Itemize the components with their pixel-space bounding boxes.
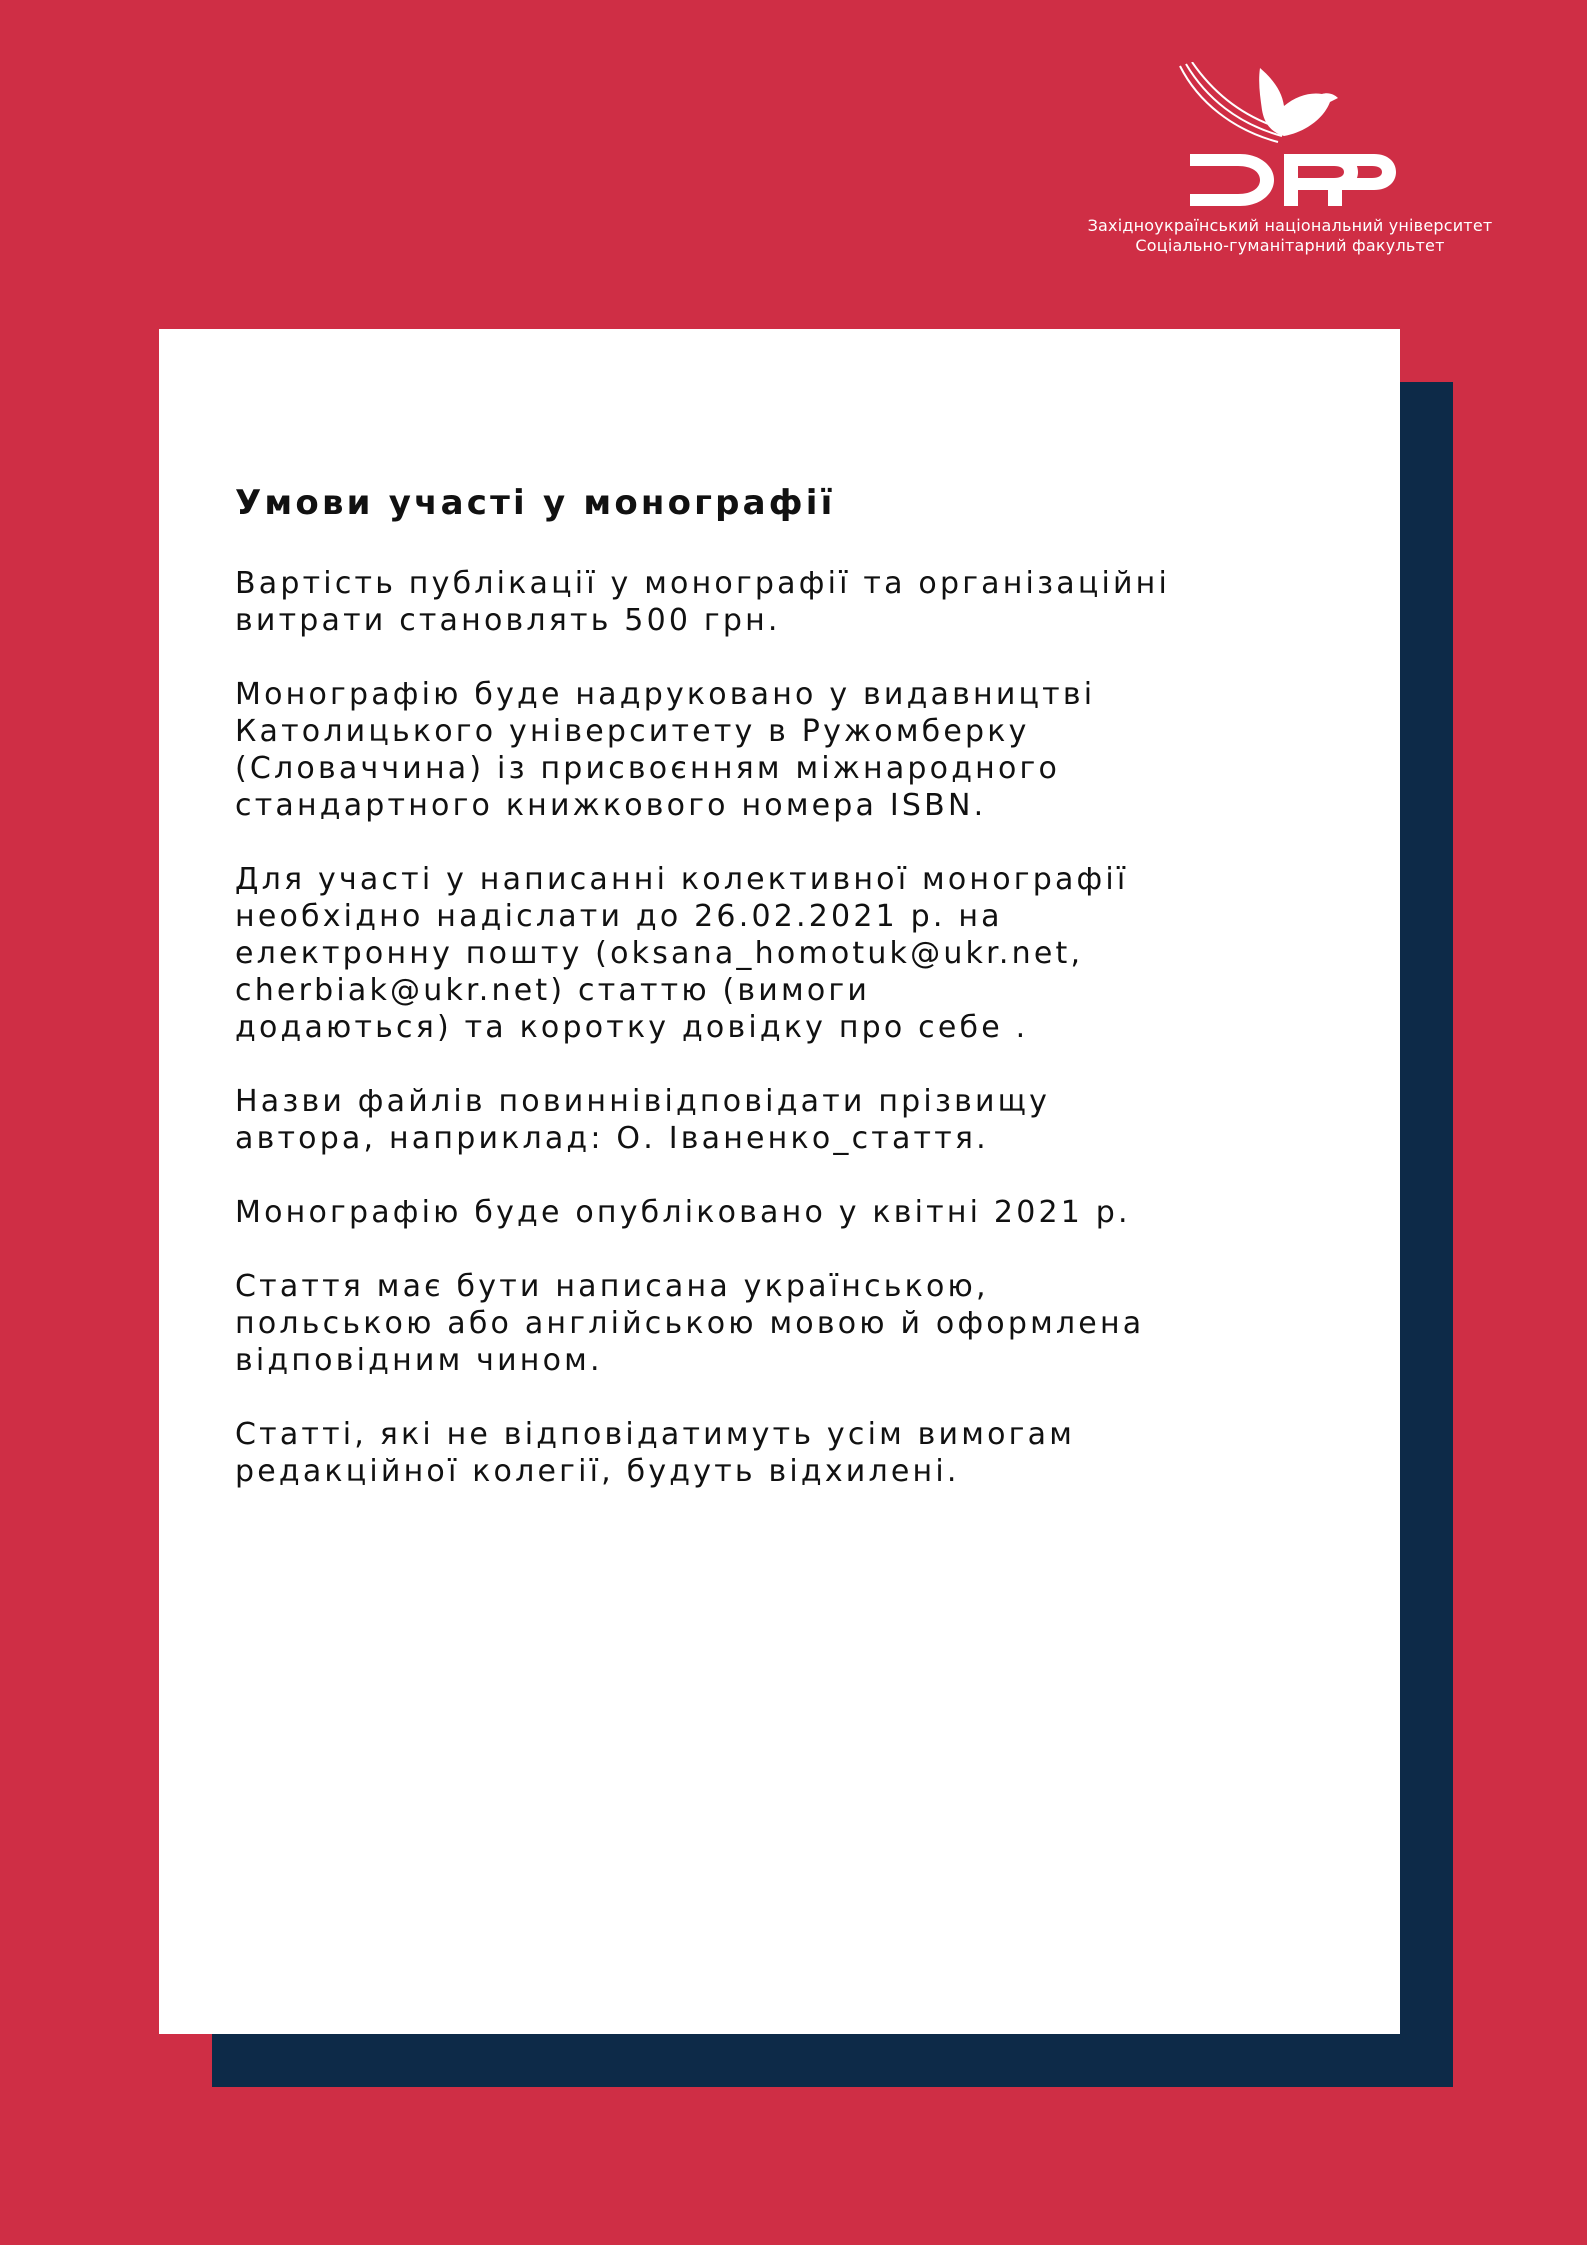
text-line: Для участі у написанні колективної монографії — [235, 862, 1129, 897]
text-line: витрати становлять 500 грн. — [235, 603, 781, 638]
text-line: автора, наприклад: О. Іваненко_стаття. — [235, 1121, 989, 1156]
text-line: польською або англійською мовою й оформлена — [235, 1306, 1145, 1341]
text-line: Монографію буде надруковано у видавництві — [235, 677, 1096, 712]
text-line: Назви файлів повиннівідповідати прізвищу — [235, 1084, 1051, 1119]
text-line: Монографію буде опубліковано у квітні 2021 р. — [235, 1195, 1131, 1230]
paragraph-file-names — [235, 1083, 1345, 1157]
text-line: електронну пошту (oksana_homotuk@ukr.net, — [235, 936, 1084, 971]
text-line: стандартного книжкового номера ISBN. — [235, 788, 987, 823]
paragraph-rejection — [235, 1416, 1345, 1490]
paragraph-submission — [235, 861, 1345, 1046]
text-line: Стаття має бути написана українською, — [235, 1269, 989, 1304]
paragraph-publisher — [235, 676, 1345, 824]
text-line: відповідним чином. — [235, 1343, 603, 1378]
dove-logo-icon — [1178, 62, 1398, 210]
logo-university-name: Західноукраїнський національний університет — [1087, 216, 1493, 235]
faculty-logo — [1070, 62, 1510, 262]
paragraph-cost — [235, 565, 1345, 639]
text-line: Вартість публікації у монографії та організаційні — [235, 566, 1171, 601]
text-line: (Словаччина) із присвоєнням міжнародного — [235, 751, 1061, 786]
page-title: Умови участі у монографії — [235, 483, 836, 523]
content-card — [159, 329, 1400, 2034]
paragraph-language — [235, 1268, 1345, 1379]
logo-faculty-name: Соціально-гуманітарний факультет — [1135, 236, 1445, 255]
text-line: редакційної колегії, будуть відхилені. — [235, 1454, 960, 1489]
text-line: cherbiak@ukr.net) статтю (вимоги — [235, 973, 871, 1008]
paragraph-publication-date — [235, 1194, 1345, 1231]
text-line: додаються) та коротку довідку про себе . — [235, 1010, 1029, 1045]
text-line: Статті, які не відповідатимуть усім вимогам — [235, 1417, 1076, 1452]
text-line: Католицького університету в Ружомберку — [235, 714, 1030, 749]
content-body — [235, 481, 1345, 1527]
text-line: необхідно надіслати до 26.02.2021 р. на — [235, 899, 1003, 934]
